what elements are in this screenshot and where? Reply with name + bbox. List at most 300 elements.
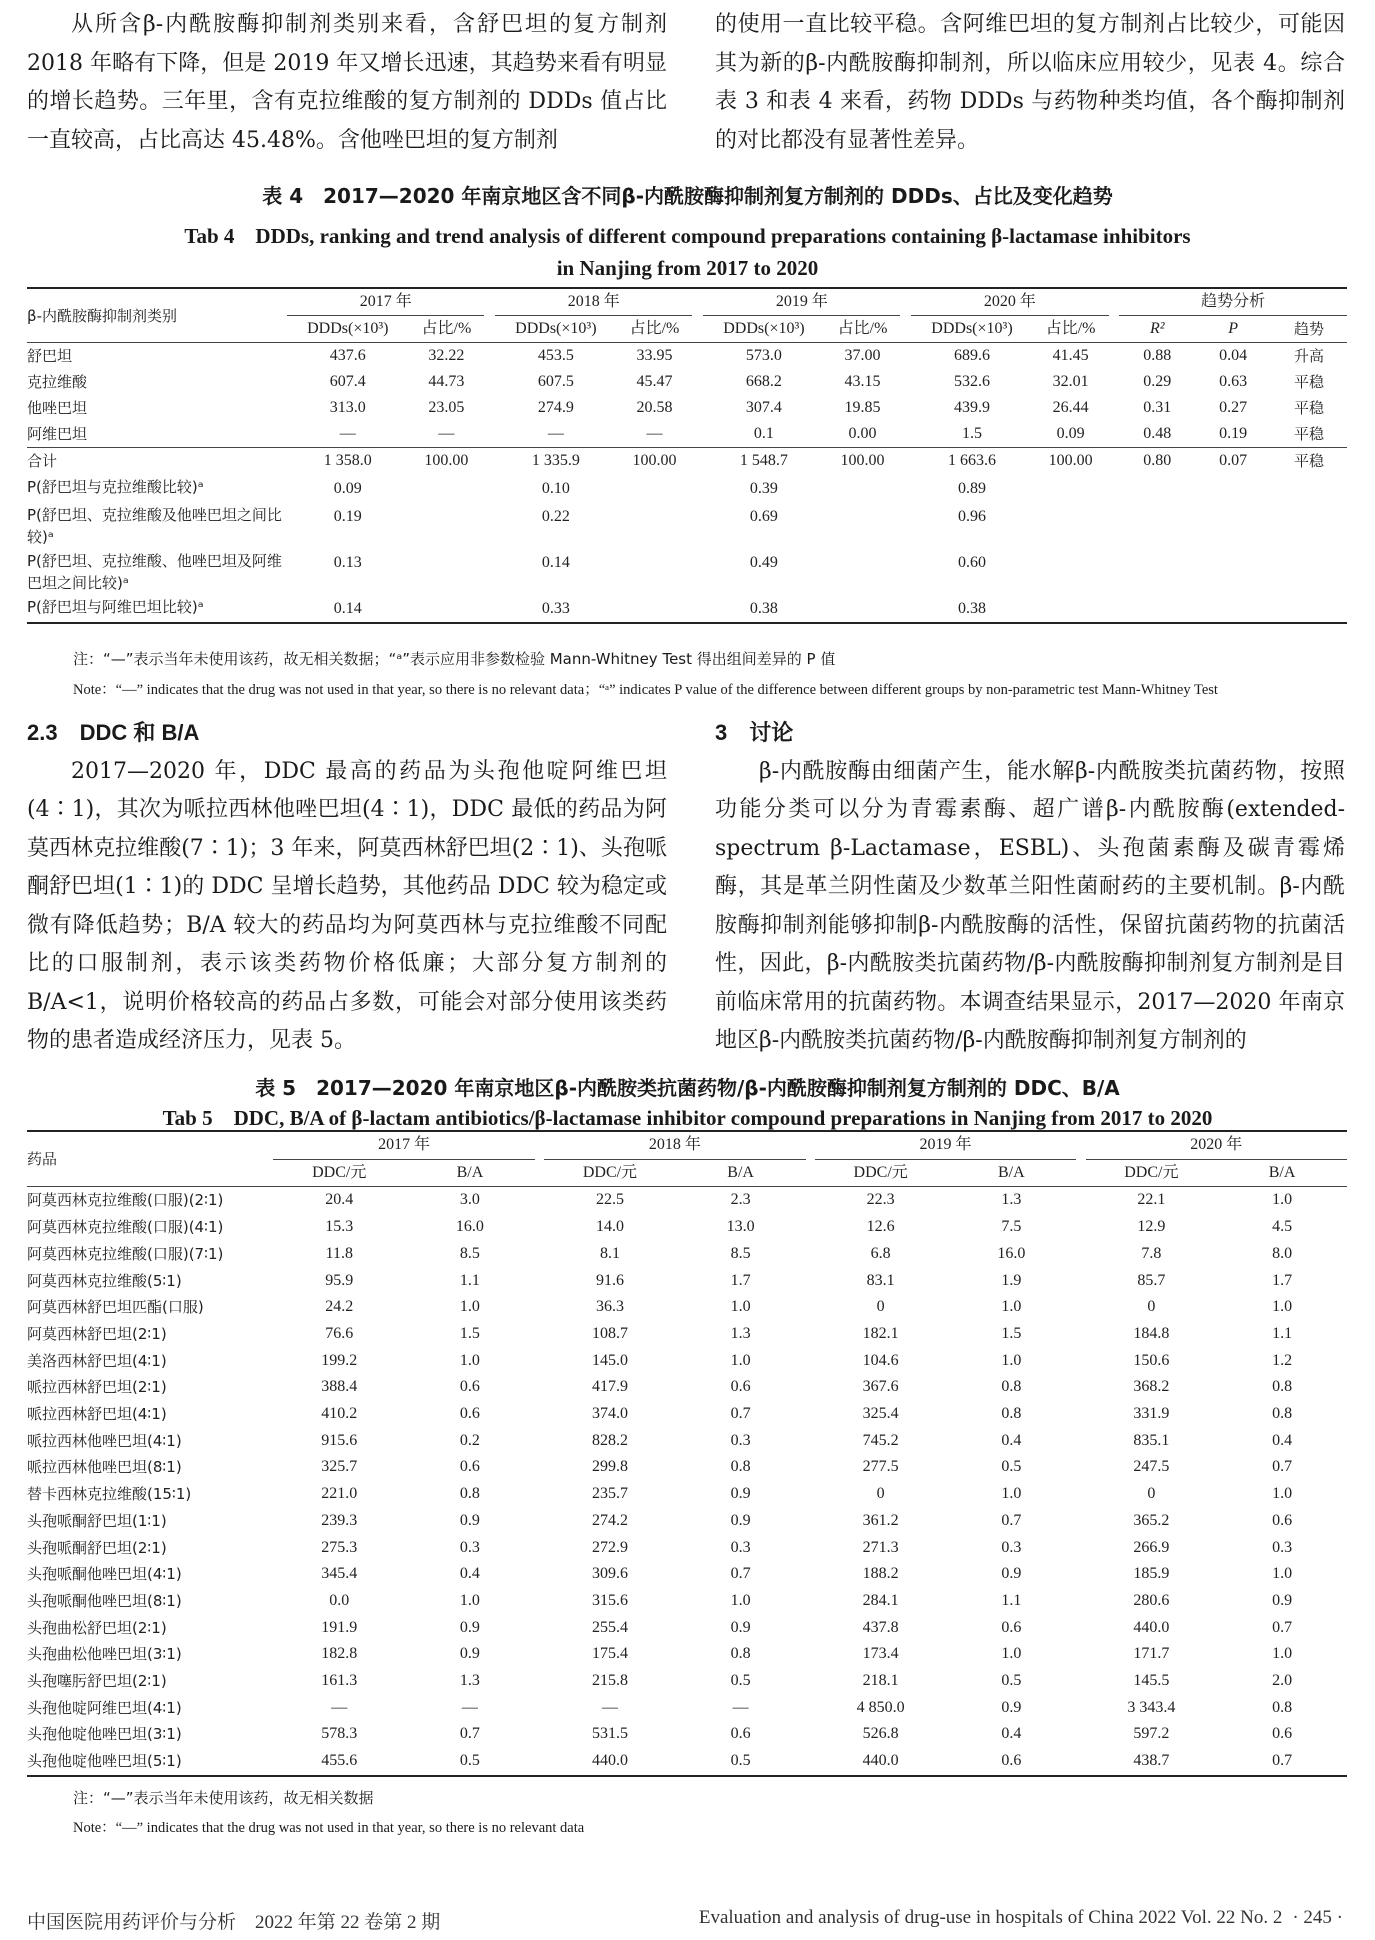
table4-row <box>27 395 1347 421</box>
table4-cell: — <box>339 425 356 442</box>
table4-row <box>27 369 1347 395</box>
table5-cell: 182.1 <box>862 1324 899 1342</box>
left-top-paragraph-block <box>27 6 667 160</box>
section-2-3-heading: 2.3 DDC 和 B/A <box>27 720 200 745</box>
right-top-paragraph: 的使用一直比较平稳。含阿维巴坦的复方制剂占比较少，可能因其为新的β-内酰胺酶抑制剂，所以临床应用较少，见表 4。综合表 3 和表 4 来看，药物 DDDs 与药物种类均值，各个酶抑制剂的对比都没有显著性差异。 <box>715 12 1345 153</box>
table5-row-label: 头孢曲松舒巴坦(2∶1) <box>27 1618 167 1637</box>
table5-cell: 145.5 <box>1133 1672 1170 1690</box>
table5-cell: 299.8 <box>591 1458 628 1476</box>
table5-cell: 0.6 <box>459 1378 480 1396</box>
table4-cell: 453.5 <box>537 347 574 364</box>
table4-p-row-label: P(舒巴坦与阿维巴坦比较)ᵃ <box>27 598 204 616</box>
table5-row-label: 头孢他啶他唑巴坦(3∶1) <box>27 1725 182 1744</box>
table4-note-en: Note：“—” indicates that the drug was not used in that year, so there is no relevant data；“ᵃ” indicates P value of the difference between different groups by non-parametric test Mann-Whitney Test <box>73 682 1218 698</box>
table5-row <box>27 1348 1347 1375</box>
table4-cell: 23.05 <box>428 399 465 416</box>
table5-cell: 0.5 <box>1001 1672 1022 1690</box>
table5-cell: 1.0 <box>1272 1645 1293 1663</box>
table4-p-cell: 0.69 <box>749 508 778 525</box>
table5-cell: 0.6 <box>730 1378 751 1396</box>
table5-cell: 7.5 <box>1001 1218 1022 1236</box>
table5-cell: 440.0 <box>1133 1618 1170 1636</box>
table5-row <box>27 1481 1347 1508</box>
table5-row-label: 替卡西林克拉维酸(15∶1) <box>27 1485 192 1504</box>
table5-row-label: 哌拉西林舒巴坦(2∶1) <box>27 1378 167 1397</box>
table4-cell: 0.09 <box>1056 425 1085 442</box>
table4-cell: 33.95 <box>636 347 673 364</box>
table4-p-cell: 0.60 <box>957 554 986 571</box>
table4-sub-p: P <box>1195 316 1271 343</box>
table4-total-row <box>27 448 1347 475</box>
table5-cell: — <box>601 1698 618 1716</box>
table4-cell: 0.1 <box>753 425 774 442</box>
table5-cell: 0.5 <box>1001 1458 1022 1476</box>
table5-cell: 828.2 <box>591 1431 628 1449</box>
table4-total-cell: 0.07 <box>1195 448 1271 475</box>
table5-cell: 221.0 <box>321 1485 358 1503</box>
table5-row <box>27 1428 1347 1455</box>
table4-p-cell: 0.22 <box>541 508 570 525</box>
table5-cell: 309.6 <box>591 1565 628 1583</box>
table5-cell: 1.0 <box>1001 1645 1022 1663</box>
table4-p-row <box>27 474 1347 502</box>
table5-cell: 0.7 <box>730 1565 751 1583</box>
table5-row <box>27 1748 1347 1776</box>
table5-year-header: 2018 年 <box>544 1131 805 1159</box>
table5-cell: 8.0 <box>1272 1244 1293 1262</box>
table4-year-header: 2020 年 <box>911 288 1108 316</box>
table5-cell: 0.9 <box>730 1485 751 1503</box>
table5-cell: 145.0 <box>591 1351 628 1369</box>
table5-cell: 0.3 <box>730 1538 751 1556</box>
table5-cell: 455.6 <box>321 1752 358 1770</box>
page-number: · 245 · <box>1292 1907 1343 1928</box>
table4-row-label: 阿维巴坦 <box>27 425 88 443</box>
table5-cell: 1.1 <box>459 1271 480 1289</box>
table5-cell: 0.3 <box>1001 1538 1022 1556</box>
table5-cell: 255.4 <box>591 1618 628 1636</box>
table5-cell: 578.3 <box>321 1725 358 1743</box>
table5-cell: 3.0 <box>459 1191 480 1209</box>
table5-caption-cn: 表 5 2017—2020 年南京地区β-内酰胺类抗菌药物/β-内酰胺酶抑制剂复方制剂的 DDC、B/A <box>255 1076 1120 1100</box>
table5-cell: 361.2 <box>862 1511 899 1529</box>
table5-sub-ba: B/A <box>676 1159 806 1187</box>
table5-cell: — <box>461 1698 478 1716</box>
table5-cell: 325.4 <box>862 1405 899 1423</box>
table5-cell: 1.5 <box>1001 1324 1022 1342</box>
table4-p-row-label: P(舒巴坦与克拉维酸比较)ᵃ <box>27 478 204 496</box>
table5-note-cn: 注：“—”表示当年未使用该药，故无相关数据 <box>73 1789 374 1807</box>
table5-row <box>27 1668 1347 1695</box>
table4-p-cell: 0.89 <box>957 480 986 497</box>
table5-year-header: 2019 年 <box>815 1131 1076 1159</box>
table4-total-cell: 1 548.7 <box>703 448 824 475</box>
table5-row <box>27 1268 1347 1295</box>
table4-total-cell: 0.80 <box>1119 448 1195 475</box>
table4-trend-header: 趋势分析 <box>1119 288 1347 316</box>
table5-cell: 0.9 <box>1001 1698 1022 1716</box>
table5-cell: 247.5 <box>1133 1458 1170 1476</box>
table5-cell: 0 <box>876 1485 885 1503</box>
table5-cell: 16.0 <box>455 1218 484 1236</box>
table5-cell: 1.7 <box>730 1271 751 1289</box>
table4-p-cell: 0.09 <box>333 480 362 497</box>
table4-cell: 0.88 <box>1143 347 1172 364</box>
table5-cell: 0.8 <box>1272 1378 1293 1396</box>
table5-cell: 22.5 <box>595 1191 624 1209</box>
table5-cell: 0.5 <box>459 1752 480 1770</box>
table4-total-cell: 100.00 <box>408 448 484 475</box>
table4-cell: 0.48 <box>1143 425 1172 442</box>
table5-cell: 8.5 <box>730 1244 751 1262</box>
table5-row-label: 头孢噻肟舒巴坦(2∶1) <box>27 1672 167 1691</box>
table4-p-cell: 0.13 <box>333 554 362 571</box>
table5-row-label: 头孢他啶他唑巴坦(5∶1) <box>27 1752 182 1771</box>
table5-note-en: Note：“—” indicates that the drug was not used in that year, so there is no relevant data <box>73 1820 585 1836</box>
table4-p-cell: 0.33 <box>541 600 570 617</box>
table4-p-cell: 0.14 <box>333 600 362 617</box>
table5-cell: 1.0 <box>459 1351 480 1369</box>
table5-cell: — <box>732 1698 749 1716</box>
table5-cell: 0 <box>1147 1485 1156 1503</box>
table5-sub-ddc: DDC/元 <box>815 1159 947 1187</box>
table5-row-label: 阿莫西林舒巴坦(2∶1) <box>27 1324 167 1343</box>
table4-cell: 升高 <box>1294 347 1325 365</box>
table4-sub-r2: R² <box>1119 316 1195 343</box>
table5-caption-en: Tab 5 DDC, B/A of β-lactam antibiotics/β-lactamase inhibitor compound preparations in Nanjing from 2017 to 2020 <box>162 1106 1213 1130</box>
table5-sub-ddc: DDC/元 <box>1086 1159 1218 1187</box>
table5-cell: 1.0 <box>730 1591 751 1609</box>
table4-p-row <box>27 594 1347 623</box>
table5-cell: 7.8 <box>1141 1244 1162 1262</box>
table5-row <box>27 1454 1347 1481</box>
table5-cell: 374.0 <box>591 1405 628 1423</box>
table5-cell: 215.8 <box>591 1672 628 1690</box>
table5-cell: 315.6 <box>591 1591 628 1609</box>
table5-cell: 239.3 <box>321 1511 358 1529</box>
table4-cell: — <box>438 425 455 442</box>
table4-p-cell: 0.38 <box>957 600 986 617</box>
table5-cell: 36.3 <box>595 1298 624 1316</box>
table4-cell: 19.85 <box>844 399 881 416</box>
table5-cell: 275.3 <box>321 1538 358 1556</box>
table5-cell: 0.9 <box>730 1511 751 1529</box>
table5-cell: 1.0 <box>1001 1298 1022 1316</box>
table5-cell: 915.6 <box>321 1431 358 1449</box>
table5-cell: 12.6 <box>866 1218 895 1236</box>
table5-cell: 0.5 <box>730 1672 751 1690</box>
table5-cell: 16.0 <box>997 1244 1026 1262</box>
right-top-paragraph-block <box>715 6 1345 160</box>
table5-sub-ba: B/A <box>946 1159 1076 1187</box>
table5-row <box>27 1721 1347 1748</box>
table5-row-label: 哌拉西林舒巴坦(4∶1) <box>27 1405 167 1424</box>
table5-cell: 345.4 <box>321 1565 358 1583</box>
table5-cell: 8.1 <box>599 1244 620 1262</box>
table4-total-cell: 1 663.6 <box>911 448 1032 475</box>
table4-cell: 26.44 <box>1052 399 1089 416</box>
table4-p-cell: 0.49 <box>749 554 778 571</box>
table5-cell: 2.3 <box>730 1191 751 1209</box>
table4-p-cell: 0.10 <box>541 480 570 497</box>
table5-cell: 0.4 <box>459 1565 480 1583</box>
table4-total-cell: 1 358.0 <box>287 448 408 475</box>
table5-sub-ddc: DDC/元 <box>273 1159 405 1187</box>
table4-total-cell: 100.00 <box>617 448 693 475</box>
table4-row <box>27 421 1347 448</box>
table5-cell: 272.9 <box>591 1538 628 1556</box>
table4-row-header: β-内酰胺酶抑制剂类别 <box>27 288 287 343</box>
table4-sub-pct: 占比/% <box>1033 316 1109 343</box>
table4-sub-trend: 趋势 <box>1271 316 1347 343</box>
table5-cell: 1.1 <box>1001 1591 1022 1609</box>
table5-cell: 0.6 <box>1272 1725 1293 1743</box>
table5-cell: 437.8 <box>862 1618 899 1636</box>
table5-cell: 12.9 <box>1137 1218 1166 1236</box>
table4-cell: 43.15 <box>844 373 881 390</box>
table5-cell: 0.8 <box>1272 1405 1293 1423</box>
table4-caption-cn: 表 4 2017—2020 年南京地区含不同β-内酰胺酶抑制剂复方制剂的 DDDs、占比及变化趋势 <box>262 184 1113 208</box>
table5-row <box>27 1508 1347 1535</box>
table5-cell: 440.0 <box>862 1752 899 1770</box>
table5-cell: 0.9 <box>459 1511 480 1529</box>
table5-cell: 325.7 <box>321 1458 358 1476</box>
table5-cell: 331.9 <box>1133 1405 1170 1423</box>
table5-cell: 91.6 <box>595 1271 624 1289</box>
table5-cell: 0.6 <box>1272 1511 1293 1529</box>
table5-cell: 0.4 <box>1272 1431 1293 1449</box>
table5-cell: 0.7 <box>1001 1511 1022 1529</box>
section-2-3 <box>27 714 667 1061</box>
table5-cell: 85.7 <box>1137 1271 1166 1289</box>
table4-cell: 0.04 <box>1219 347 1248 364</box>
table5-row <box>27 1241 1347 1268</box>
table5-cell: 0.6 <box>1001 1752 1022 1770</box>
table5-cell: 14.0 <box>595 1218 624 1236</box>
table5-cell: — <box>331 1698 348 1716</box>
table4-cell: — <box>547 425 564 442</box>
table5-cell: 108.7 <box>591 1324 628 1342</box>
table5-cell: 0.3 <box>730 1431 751 1449</box>
table5-cell: 15.3 <box>325 1218 354 1236</box>
table5-cell: 1.0 <box>459 1591 480 1609</box>
table4-cell: 307.4 <box>745 399 782 416</box>
table4-cell: 0.27 <box>1219 399 1248 416</box>
footer-journal-en: Evaluation and analysis of drug-use in hospitals of China 2022 Vol. 22 No. 2 <box>698 1907 1283 1928</box>
table5-cell: 24.2 <box>325 1298 354 1316</box>
table5-cell: 597.2 <box>1133 1725 1170 1743</box>
table5-cell: 0.8 <box>459 1485 480 1503</box>
table5-cell: 83.1 <box>866 1271 895 1289</box>
table5-row <box>27 1561 1347 1588</box>
table5-cell: 20.4 <box>325 1191 354 1209</box>
table5-cell: 1.3 <box>1001 1191 1022 1209</box>
table5-row-header: 药品 <box>27 1131 273 1187</box>
table4-cell: 532.6 <box>953 373 990 390</box>
table5-cell: 95.9 <box>325 1271 354 1289</box>
table5-cell: 171.7 <box>1133 1645 1170 1663</box>
table5-cell: 76.6 <box>325 1324 354 1342</box>
table5-row-label: 阿莫西林克拉维酸(口服)(4∶1) <box>27 1218 224 1237</box>
table4-cell: 607.5 <box>537 373 574 390</box>
table5-cell: 1.5 <box>459 1324 480 1342</box>
table5-row <box>27 1695 1347 1722</box>
table5-cell: 1.0 <box>730 1351 751 1369</box>
table4-row-label: 他唑巴坦 <box>27 399 88 417</box>
table5-row <box>27 1615 1347 1642</box>
table4-cell: 689.6 <box>953 347 990 364</box>
table4-cell: 573.0 <box>745 347 782 364</box>
table5-row <box>27 1214 1347 1241</box>
table5-row <box>27 1588 1347 1615</box>
table5-cell: 104.6 <box>862 1351 899 1369</box>
table5-cell: 365.2 <box>1133 1511 1170 1529</box>
table5-row-label: 头孢他啶阿维巴坦(4∶1) <box>27 1698 182 1717</box>
table5-row <box>27 1535 1347 1562</box>
table5-row-label: 头孢哌酮舒巴坦(2∶1) <box>27 1538 167 1557</box>
table5-cell: 0.3 <box>459 1538 480 1556</box>
table5-cell: 0.4 <box>1001 1431 1022 1449</box>
table5-cell: 0.6 <box>459 1405 480 1423</box>
table4-cell: 44.73 <box>428 373 465 390</box>
table4-p-cell: 0.19 <box>333 508 362 525</box>
table5-cell: 417.9 <box>591 1378 628 1396</box>
table4-sub-pct: 占比/% <box>617 316 693 343</box>
table5-cell: 235.7 <box>591 1485 628 1503</box>
table5-cell: 745.2 <box>862 1431 899 1449</box>
table5-cell: 0.9 <box>1272 1591 1293 1609</box>
table5-cell: 1.0 <box>1272 1298 1293 1316</box>
section-3-paragraph: β-内酰胺酶由细菌产生，能水解β-内酰胺类抗菌药物，按照功能分类可以分为青霉素酶、超广谱β-内酰胺酶(extended-spectrum β-Lactamase，ESBL)、头孢菌素酶及碳青霉烯酶，其是革兰阴性菌及少数革兰阳性菌耐药的主要机制。β-内酰胺酶抑制剂能够抑制β-内酰胺酶的活性，保留抗菌药物的抗菌活性，因此，β-内酰胺类抗菌药物/β-内酰胺酶抑制剂复方制剂是目前临床常用的抗菌药物。本调查结果显示，2017—2020 年南京地区β-内酰胺类抗菌药物/β-内酰胺酶抑制剂复方制剂的 <box>715 758 1346 1053</box>
table5-cell: 0.0 <box>329 1591 350 1609</box>
section-3 <box>715 714 1345 1061</box>
table4-cell: 20.58 <box>636 399 673 416</box>
table5-cell: 531.5 <box>591 1725 628 1743</box>
table4-cell: 32.01 <box>1052 373 1089 390</box>
table5-cell: 182.8 <box>321 1645 358 1663</box>
table5-cell: 0.7 <box>1272 1458 1293 1476</box>
table5-year-header: 2020 年 <box>1086 1131 1347 1159</box>
left-top-paragraph: 从所含β-内酰胺酶抑制剂类别来看，含舒巴坦的复方制剂 2018 年略有下降，但是 2019 年又增长迅速，其趋势来看有明显的增长趋势。三年里，含有克拉维酸的复方制剂的 DDDs 值占比一直较高，占比高达 45.48%。含他唑巴坦的复方制剂 <box>27 12 667 153</box>
table5-cell: 184.8 <box>1133 1324 1170 1342</box>
table5-cell: 0.4 <box>1001 1725 1022 1743</box>
table5-row-label: 头孢曲松他唑巴坦(3∶1) <box>27 1645 182 1664</box>
table5-cell: 0.7 <box>1272 1752 1293 1770</box>
table5-cell: 0.9 <box>459 1645 480 1663</box>
table5-cell: 0 <box>876 1298 885 1316</box>
table5-cell: 0.2 <box>459 1431 480 1449</box>
table5-cell: 0.3 <box>1272 1538 1293 1556</box>
table5-cell: 173.4 <box>862 1645 899 1663</box>
table5-cell: 368.2 <box>1133 1378 1170 1396</box>
table4-p-cell: 0.96 <box>957 508 986 525</box>
table5-cell: 0.6 <box>459 1458 480 1476</box>
table5-cell: 161.3 <box>321 1672 358 1690</box>
table5-cell: 0.9 <box>1001 1565 1022 1583</box>
table5-cell: 271.3 <box>862 1538 899 1556</box>
table4-p-row <box>27 548 1347 594</box>
table4-cell: 平稳 <box>1294 373 1325 391</box>
table4-p-cell: 0.14 <box>541 554 570 571</box>
table4-cell: 32.22 <box>428 347 465 364</box>
table5-row-label: 头孢哌酮舒巴坦(1∶1) <box>27 1511 167 1530</box>
table4-cell: 437.6 <box>329 347 366 364</box>
table5-cell: 0.7 <box>1272 1618 1293 1636</box>
table5-cell: 1.0 <box>730 1298 751 1316</box>
table5-cell: 0.6 <box>1001 1618 1022 1636</box>
table5-cell: 1.9 <box>1001 1271 1022 1289</box>
table5-cell: 8.5 <box>459 1244 480 1262</box>
table4-cell: 0.00 <box>848 425 877 442</box>
table5-cell: 4 850.0 <box>856 1698 905 1716</box>
table5-cell: 218.1 <box>862 1672 899 1690</box>
table5-cell: 188.2 <box>862 1565 899 1583</box>
table5-cell: 1.2 <box>1272 1351 1293 1369</box>
table5-cell: 0.9 <box>459 1618 480 1636</box>
table4-cell: 607.4 <box>329 373 366 390</box>
table4-cell: 313.0 <box>329 399 366 416</box>
table5-cell: 199.2 <box>321 1351 358 1369</box>
table4-total-cell: 100.00 <box>1033 448 1109 475</box>
table5-cell: 3 343.4 <box>1127 1698 1176 1716</box>
table4-cell: 平稳 <box>1294 399 1325 417</box>
table5-sub-ba: B/A <box>1217 1159 1347 1187</box>
table4-row-label: 克拉维酸 <box>27 373 88 391</box>
table5-cell: 0.8 <box>730 1458 751 1476</box>
table5-row <box>27 1641 1347 1668</box>
table5-cell: 1.0 <box>1272 1191 1293 1209</box>
table5-cell: 2.0 <box>1272 1672 1293 1690</box>
table5-row <box>27 1294 1347 1321</box>
table4-p-cell: 0.39 <box>749 480 778 497</box>
table4-caption-en-line1: Tab 4 DDDs, ranking and trend analysis of different compound preparations containing β-lactamase inhibitors <box>184 224 1191 248</box>
table4-cell: — <box>646 425 663 442</box>
table5-cell: 274.2 <box>591 1511 628 1529</box>
table5-cell: 388.4 <box>321 1378 358 1396</box>
table5-row-label: 头孢哌酮他唑巴坦(4∶1) <box>27 1565 182 1584</box>
table5-cell: 185.9 <box>1133 1565 1170 1583</box>
table5-cell: 835.1 <box>1133 1431 1170 1449</box>
table4-p-row-label: P(舒巴坦、克拉维酸、他唑巴坦及阿维巴坦之间比较)ᵃ <box>27 552 282 592</box>
table5-cell: 280.6 <box>1133 1591 1170 1609</box>
table5-row <box>27 1401 1347 1428</box>
table5-cell: 0.8 <box>730 1645 751 1663</box>
table4-total-cell: 100.00 <box>825 448 901 475</box>
table5-cell: 0.5 <box>730 1752 751 1770</box>
table4-total-label: 合计 <box>27 448 287 475</box>
footer-journal-cn: 中国医院用药评价与分析 2022 年第 22 卷第 2 期 <box>27 1912 441 1933</box>
table5-cell: 175.4 <box>591 1645 628 1663</box>
table5-row-label: 哌拉西林他唑巴坦(4∶1) <box>27 1431 182 1450</box>
table5-cell: 1.0 <box>1001 1351 1022 1369</box>
table5-cell: 1.0 <box>1001 1485 1022 1503</box>
table5-cell: 11.8 <box>325 1244 353 1262</box>
table4-row <box>27 343 1347 370</box>
table5-year-header: 2017 年 <box>273 1131 534 1159</box>
table4-caption-en-line2: in Nanjing from 2017 to 2020 <box>556 256 819 280</box>
table5-cell: 440.0 <box>591 1752 628 1770</box>
table5-cell: 277.5 <box>862 1458 899 1476</box>
table5-row <box>27 1187 1347 1214</box>
table4-row-label: 舒巴坦 <box>27 347 73 365</box>
table4-cell: 668.2 <box>745 373 782 390</box>
table5-cell: 191.9 <box>321 1618 358 1636</box>
table4-total-cell: 平稳 <box>1271 448 1347 475</box>
table5-row-label: 阿莫西林舒巴坦匹酯(口服) <box>27 1298 204 1317</box>
table5-row <box>27 1321 1347 1348</box>
table4-cell: 41.45 <box>1052 347 1089 364</box>
table4-p-cell: 0.38 <box>749 600 778 617</box>
